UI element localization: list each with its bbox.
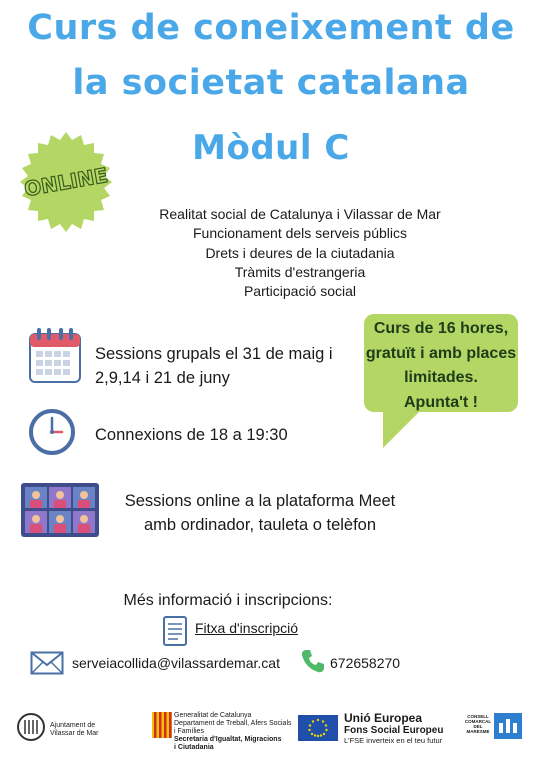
badge-label: ONLINE bbox=[22, 162, 110, 202]
eu-subtitle: Fons Social Europeu bbox=[344, 725, 444, 736]
email-link[interactable]: serveiacollida@vilassardemar.cat bbox=[72, 655, 280, 671]
generalitat-flag-icon bbox=[152, 712, 172, 743]
ajuntament-emblem-icon bbox=[16, 712, 46, 742]
eu-tagline: L'FSE inverteix en el teu futur bbox=[344, 736, 443, 745]
bubble-line: gratuït i amb places bbox=[365, 344, 517, 362]
clock-icon bbox=[28, 408, 76, 461]
generalitat-line: Secretaria d'Igualtat, Migracions bbox=[174, 736, 282, 743]
consell-text bbox=[464, 714, 492, 734]
connections-text: Connexions de 18 a 19:30 bbox=[95, 426, 288, 444]
registration-form-link[interactable]: Fitxa d'inscripció bbox=[195, 620, 299, 636]
generalitat-line: Generalitat de Catalunya bbox=[174, 712, 252, 719]
topic-item: Realitat social de Catalunya i Vilassar de Mar bbox=[159, 206, 441, 222]
topic-item: Funcionament dels serveis públics bbox=[193, 225, 407, 242]
title-line-1: Curs de coneixement de bbox=[27, 8, 515, 48]
info-heading: Més informació i inscripcions: bbox=[123, 592, 333, 609]
consell-line: DEL bbox=[473, 724, 483, 729]
sessions-line-2: 2,9,14 i 21 de juny bbox=[95, 369, 230, 387]
online-line-1: Sessions online a la plataforma Meet bbox=[124, 492, 396, 510]
topics-list bbox=[90, 205, 510, 301]
generalitat-text bbox=[174, 712, 292, 752]
sessions-text bbox=[95, 342, 333, 390]
info-bubble bbox=[364, 314, 518, 412]
bubble-line: limitades. bbox=[404, 369, 478, 386]
consell-line: MARESME bbox=[466, 729, 490, 734]
calendar-icon bbox=[28, 326, 82, 389]
topic-item: Drets i deures de la ciutadania bbox=[205, 244, 395, 261]
ajuntament-line: Vilassar de Mar bbox=[50, 730, 99, 737]
video-call-icon bbox=[20, 482, 100, 543]
module-title: Mòdul C bbox=[192, 128, 350, 168]
online-text bbox=[100, 489, 420, 537]
eu-title: Unió Europea bbox=[344, 711, 423, 725]
phone-link[interactable]: 672658270 bbox=[330, 655, 401, 671]
eu-text bbox=[344, 712, 443, 745]
generalitat-line: i Ciutadania bbox=[174, 744, 214, 751]
ajuntament-text bbox=[50, 722, 99, 738]
consell-logo-icon bbox=[494, 713, 522, 744]
bubble-line: Apunta't ! bbox=[403, 393, 478, 411]
ajuntament-logo bbox=[16, 712, 46, 747]
consell-line: CONSELL bbox=[467, 714, 489, 719]
eu-flag-icon bbox=[298, 715, 338, 746]
email-icon bbox=[30, 651, 64, 680]
generalitat-line: i Famílies bbox=[174, 728, 204, 735]
ajuntament-line: Ajuntament de bbox=[50, 722, 96, 729]
sessions-line-1: Sessions grupals el 31 de maig i bbox=[95, 345, 333, 363]
online-line-2: amb ordinador, tauleta o telèfon bbox=[143, 516, 377, 534]
topic-item: Tràmits d'estrangeria bbox=[234, 263, 366, 280]
topic-item: Participació social bbox=[243, 283, 357, 300]
consell-line: COMARCAL bbox=[464, 719, 492, 724]
generalitat-line: Departament de Treball, Afers Socials bbox=[174, 720, 292, 727]
title-line-2: la societat catalana bbox=[72, 63, 470, 103]
document-icon bbox=[162, 615, 188, 652]
phone-icon bbox=[300, 648, 326, 679]
bubble-line: Curs de 16 hores, bbox=[373, 320, 509, 337]
